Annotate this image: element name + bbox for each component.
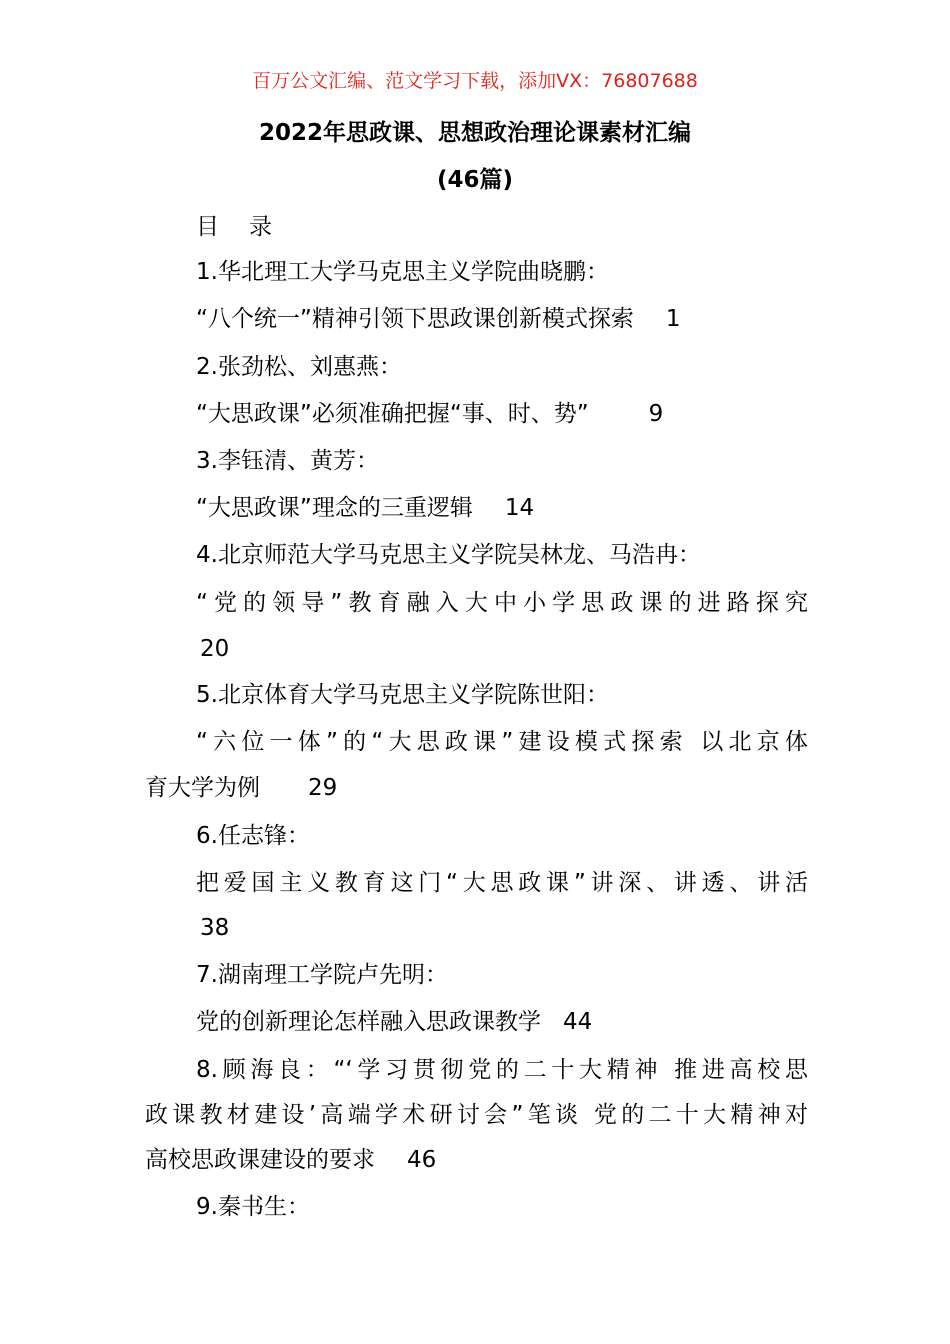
toc-entry-title-text: “八个统一”精神引领下思政课创新模式探索 xyxy=(196,306,634,332)
toc-entry-title[interactable] xyxy=(196,302,680,336)
toc-entry-title-text: “六位一体”的“大思政课”建设模式探索 以北京体 xyxy=(196,729,808,755)
toc-entry-author: 3.李钰清、黄芳： xyxy=(196,448,379,474)
toc-entry-page: 1 xyxy=(665,306,681,332)
toc-entry-author: 1.华北理工大学马克思主义学院曲晓鹏： xyxy=(196,259,609,285)
document-subtitle-count: (46篇) xyxy=(436,167,514,193)
toc-heading: 目录 xyxy=(196,214,302,240)
toc-entry-page: 29 xyxy=(308,775,338,801)
toc-entry-page: 44 xyxy=(563,1009,593,1035)
toc-entry-page[interactable]: 38 xyxy=(200,915,230,941)
toc-entry-page[interactable]: 20 xyxy=(200,636,230,662)
toc-entry-title-text: “大思政课”理念的三重逻辑 xyxy=(196,495,473,521)
toc-entry-author: 4.北京师范大学马克思主义学院吴林龙、马浩冉： xyxy=(196,542,701,568)
toc-entry-title-text: 高校思政课建设的要求 xyxy=(145,1147,375,1173)
toc-entry-title[interactable] xyxy=(196,491,534,525)
toc-entry-author: 9.秦书生： xyxy=(196,1194,310,1220)
toc-entry-title[interactable] xyxy=(196,866,808,900)
toc-entry-author: 7.湖南理工学院卢先明： xyxy=(196,962,448,988)
toc-entry-title-text: “党的领导”教育融入大中小学思政课的进路探究 xyxy=(196,590,808,616)
toc-entry-title[interactable] xyxy=(196,397,663,431)
document-title: 2022年思政课、思想政治理论课素材汇编 xyxy=(258,120,691,146)
toc-entry-page: 14 xyxy=(504,495,535,521)
toc-entry-title[interactable] xyxy=(196,725,808,759)
toc-entry-title-text: 把爱国主义教育这门“大思政课”讲深、讲透、讲活 xyxy=(196,870,808,896)
download-notice: 百万公文汇编、范文学习下载，添加VX：76807688 xyxy=(252,70,698,92)
toc-entry-title-text: 育大学为例 xyxy=(145,775,260,801)
toc-entry-author: 2.张劲松、刘惠燕： xyxy=(196,354,402,380)
toc-entry-title-cont[interactable] xyxy=(145,771,337,805)
toc-entry-page: 46 xyxy=(407,1147,437,1173)
toc-entry-title-text: “大思政课”必须准确把握“事、时、势” xyxy=(196,401,589,427)
toc-entry-title[interactable] xyxy=(196,586,808,620)
toc-entry-title[interactable] xyxy=(196,1005,592,1039)
toc-entry-title[interactable] xyxy=(145,1143,436,1177)
toc-entry-author-cont: 政课教材建设’高端学术研讨会”笔谈 党的二十大精神对 xyxy=(145,1102,808,1128)
toc-entry-page: 9 xyxy=(648,401,664,427)
toc-entry-author: 8.顾海良：“‘学习贯彻党的二十大精神 推进高校思 xyxy=(196,1057,808,1083)
toc-entry-title-text: 党的创新理论怎样融入思政课教学 xyxy=(196,1009,541,1035)
toc-entry-author: 6.任志锋： xyxy=(196,823,310,849)
toc-entry-author: 5.北京体育大学马克思主义学院陈世阳： xyxy=(196,682,609,708)
